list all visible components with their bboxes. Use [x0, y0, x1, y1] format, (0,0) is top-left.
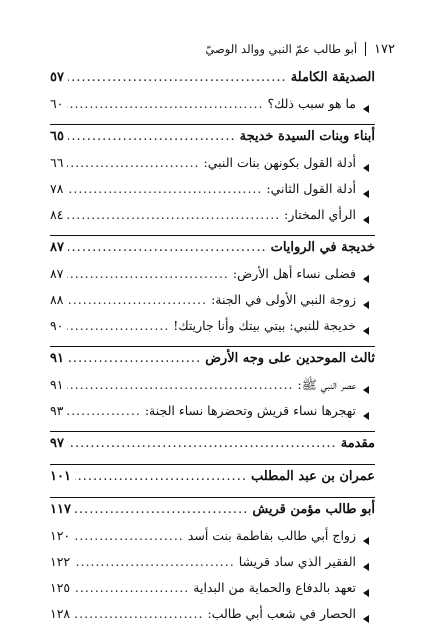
leader-dots	[67, 181, 262, 196]
book-title: أبو طالب عمّ النبي ووالد الوصيّ	[205, 42, 358, 56]
leader-dots	[68, 351, 201, 366]
item-page: ٩١	[50, 377, 64, 392]
leader-dots	[74, 580, 189, 595]
section-divider	[50, 431, 375, 432]
leader-dots	[67, 266, 228, 281]
section-page: ٨٧	[50, 240, 64, 255]
item-page: ١٢٠	[50, 528, 71, 543]
triangle-bullet-icon	[363, 563, 369, 571]
item-title: ما هو سبب ذلك؟	[267, 96, 356, 111]
section-title: مقدمة	[340, 436, 375, 451]
item-title: زواج أبي طالب بفاطمة بنت أسد	[187, 528, 356, 543]
section-divider	[50, 464, 375, 465]
toc-section[interactable]	[50, 240, 375, 266]
section-page: ١١٧	[50, 502, 71, 517]
triangle-bullet-icon	[363, 412, 369, 420]
toc-section[interactable]	[50, 502, 375, 528]
leader-dots	[74, 528, 184, 543]
triangle-bullet-icon	[363, 275, 369, 283]
triangle-bullet-icon	[363, 327, 369, 335]
leader-dots	[67, 318, 169, 333]
section-page: ٩١	[50, 351, 64, 366]
item-page: ٩٠	[50, 318, 64, 333]
toc-section[interactable]	[50, 469, 375, 495]
header-divider	[365, 42, 366, 56]
section-title: أبناء وبنات السيدة خديجة	[239, 129, 375, 144]
item-title: تعهد بالدفاع والحماية من البداية	[193, 580, 356, 595]
item-page: ٦٦	[50, 155, 64, 170]
triangle-bullet-icon	[363, 301, 369, 309]
leader-dots	[75, 469, 247, 484]
triangle-bullet-icon	[363, 190, 369, 198]
toc-item[interactable]	[50, 606, 375, 632]
item-title: الفقير الذي ساد قريشا	[238, 554, 356, 569]
item-title: أدلة القول الثاني:	[266, 181, 356, 196]
item-page: ٨٧	[50, 266, 64, 281]
toc-item[interactable]	[50, 580, 375, 606]
toc-item[interactable]	[50, 403, 375, 429]
triangle-bullet-icon	[363, 216, 369, 224]
triangle-bullet-icon	[363, 386, 369, 394]
item-page: ١٢٨	[50, 606, 71, 621]
triangle-bullet-icon	[363, 589, 369, 597]
toc-item[interactable]	[50, 96, 375, 122]
item-page: ١٢٢	[50, 554, 71, 569]
item-page: ٦٠	[50, 96, 64, 111]
triangle-bullet-icon	[363, 105, 369, 113]
leader-dots	[67, 292, 207, 307]
section-divider	[50, 497, 375, 498]
table-of-contents	[50, 70, 375, 632]
section-title: الصديقة الكاملة	[290, 70, 375, 85]
leader-dots	[68, 129, 236, 144]
leader-dots	[68, 70, 287, 85]
item-page: ٧٨	[50, 181, 64, 196]
toc-item[interactable]	[50, 292, 375, 318]
section-page: ٩٧	[50, 436, 64, 451]
toc-item[interactable]	[50, 207, 375, 233]
section-page: ٦٥	[50, 129, 64, 144]
leader-dots	[67, 403, 140, 418]
section-title: ثالث الموحدين على وجه الأرض	[205, 351, 375, 366]
leader-dots	[67, 155, 199, 170]
triangle-bullet-icon	[363, 164, 369, 172]
item-page: ٨٨	[50, 292, 64, 307]
section-page: ١٠١	[50, 469, 71, 484]
section-divider	[50, 124, 375, 125]
toc-section[interactable]	[50, 436, 375, 462]
section-title: خديجة في الروايات	[270, 240, 375, 255]
leader-dots	[68, 240, 267, 255]
leader-dots	[68, 436, 337, 451]
item-title: أدلة القول بكونهن بنات النبي:	[203, 155, 356, 170]
section-title: أبو طالب مؤمن قريش	[252, 502, 375, 517]
toc-item[interactable]	[50, 181, 375, 207]
toc-item[interactable]	[50, 528, 375, 554]
leader-dots	[74, 554, 235, 569]
toc-section[interactable]	[50, 129, 375, 155]
item-title: الرأي المختار:	[284, 207, 356, 222]
section-divider	[50, 235, 375, 236]
item-title: عصر النبي ﷺ:	[297, 377, 356, 392]
item-page: ١٢٥	[50, 580, 71, 595]
toc-item[interactable]	[50, 266, 375, 292]
triangle-bullet-icon	[363, 615, 369, 623]
toc-item[interactable]	[50, 554, 375, 580]
page-number: ١٧٢	[374, 41, 395, 57]
leader-dots	[67, 207, 280, 222]
item-title: فضلى نساء أهل الأرض:	[232, 266, 356, 281]
section-title: عمران بن عبد المطلب	[250, 469, 375, 484]
item-title: خديجة للنبي: بيتي بيتك وأنا جاريتك!	[173, 318, 356, 333]
running-header	[32, 38, 395, 60]
section-page: ٥٧	[50, 70, 64, 85]
leader-dots	[75, 502, 248, 517]
toc-section[interactable]	[50, 70, 375, 96]
toc-item[interactable]	[50, 155, 375, 181]
toc-item[interactable]	[50, 377, 375, 403]
triangle-bullet-icon	[363, 537, 369, 545]
section-divider	[50, 346, 375, 347]
item-title: الحصار في شعب أبي طالب:	[207, 606, 356, 621]
toc-section[interactable]	[50, 351, 375, 377]
toc-item[interactable]	[50, 318, 375, 344]
item-title: تهجرها نساء قريش وتحضرها نساء الجنة:	[144, 403, 356, 418]
leader-dots	[74, 606, 203, 621]
item-title: زوجة النبي الأولى في الجنة:	[211, 292, 356, 307]
leader-dots	[67, 377, 293, 392]
item-page: ٩٣	[50, 403, 64, 418]
leader-dots	[67, 96, 263, 111]
item-page: ٨٤	[50, 207, 64, 222]
